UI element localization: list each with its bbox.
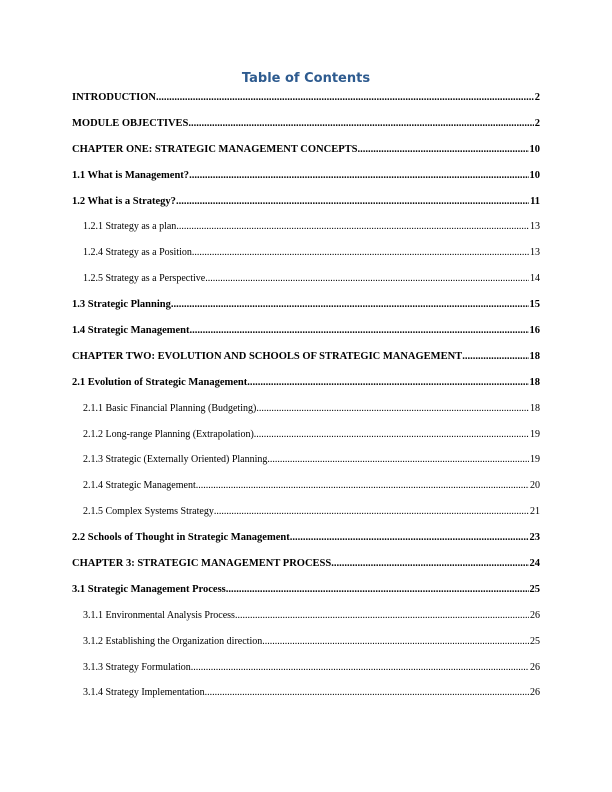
toc-entry-page-number: 2 — [534, 117, 540, 129]
toc-entry-page-number: 19 — [530, 428, 540, 440]
dot-leader — [190, 323, 529, 339]
toc-title: Table of Contents — [241, 71, 371, 86]
toc-entry[interactable] — [72, 116, 540, 142]
dot-leader — [290, 530, 529, 546]
toc-entry[interactable] — [72, 556, 540, 582]
toc-entry-text: 3.1.1 Environmental Analysis Process — [83, 609, 235, 621]
toc-entry-page-number: 23 — [529, 532, 540, 544]
toc-entry[interactable] — [72, 297, 540, 323]
toc-entry-text: CHAPTER TWO: EVOLUTION AND SCHOOLS OF STRATEGIC MANAGEMENT — [72, 350, 463, 362]
toc-entry-text: CHAPTER 3: STRATEGIC MANAGEMENT PROCESS — [72, 558, 332, 570]
toc-entry[interactable] — [72, 168, 540, 194]
dot-leader — [205, 271, 529, 287]
toc-entry-page-number: 16 — [529, 325, 540, 337]
toc-entry[interactable] — [72, 685, 540, 711]
dot-leader — [247, 375, 528, 391]
toc-entry[interactable] — [72, 582, 540, 608]
toc-entry-page-number: 21 — [530, 506, 540, 518]
toc-entry-text: 1.2.1 Strategy as a plan — [83, 221, 177, 233]
dot-leader — [176, 194, 529, 210]
toc-entry-text: 1.3 Strategic Planning — [72, 299, 171, 311]
dot-leader — [188, 116, 533, 132]
toc-entry[interactable] — [72, 349, 540, 375]
dot-leader — [205, 685, 529, 701]
toc-entry-text: 2.1.4 Strategic Management — [83, 480, 196, 492]
dot-leader — [156, 90, 534, 106]
toc-entry-text: 3.1.2 Establishing the Organization direction — [83, 635, 263, 647]
toc-entry-text: 2.1.5 Complex Systems Strategy — [83, 506, 214, 518]
dot-leader — [331, 556, 528, 572]
toc-entry-page-number: 10 — [529, 143, 540, 155]
toc-entry-text: 2.1.2 Long-range Planning (Extrapolation) — [83, 428, 254, 440]
toc-entry-page-number: 13 — [530, 247, 540, 259]
dot-leader — [462, 349, 528, 365]
toc-entry-text: 3.1.4 Strategy Implementation — [83, 687, 205, 699]
toc-entry-page-number: 10 — [529, 169, 540, 181]
toc-entry[interactable] — [72, 219, 540, 245]
dot-leader — [254, 427, 529, 443]
toc-entry-page-number: 13 — [530, 221, 540, 233]
toc-entry-text: MODULE OBJECTIVES — [72, 117, 189, 129]
toc-entry[interactable] — [72, 323, 540, 349]
toc-entry-text: INTRODUCTION — [72, 92, 157, 103]
dot-leader — [191, 660, 529, 676]
toc-entry-page-number: 2 — [534, 92, 540, 103]
toc-entry[interactable] — [72, 478, 540, 504]
toc-entry-page-number: 26 — [530, 609, 540, 621]
toc-entry-page-number: 18 — [529, 350, 540, 362]
dot-leader — [235, 608, 529, 624]
toc-entry-text: 2.1.1 Basic Financial Planning (Budgeting) — [83, 402, 257, 414]
toc-entry-page-number: 18 — [529, 376, 540, 388]
toc-entry[interactable] — [72, 452, 540, 478]
toc-entry-page-number: 15 — [529, 299, 540, 311]
toc-entry-page-number: 18 — [530, 402, 540, 414]
toc-entry-page-number: 20 — [530, 480, 540, 492]
toc-entry-page-number: 25 — [529, 583, 540, 595]
toc-entry-text: CHAPTER ONE: STRATEGIC MANAGEMENT CONCEPTS — [72, 143, 358, 155]
toc-entry-text: 2.1 Evolution of Strategic Management — [72, 376, 248, 388]
dot-leader — [267, 452, 529, 468]
dot-leader — [214, 504, 529, 520]
toc-entry-text: 1.2.4 Strategy as a Position — [83, 247, 192, 259]
toc-entry[interactable] — [72, 245, 540, 271]
toc-entry-text: 2.2 Schools of Thought in Strategic Management — [72, 532, 290, 544]
toc-entry-text: 1.4 Strategic Management — [72, 325, 190, 337]
dot-leader — [176, 219, 529, 235]
toc-entry[interactable] — [72, 375, 540, 401]
toc-entry-page-number: 24 — [529, 558, 540, 570]
dot-leader — [192, 245, 529, 261]
toc-entry-text: 1.2 What is a Strategy? — [72, 195, 176, 207]
toc-entry-page-number: 14 — [530, 273, 540, 285]
toc-entry[interactable] — [72, 271, 540, 297]
toc-entry-page-number: 25 — [530, 635, 540, 647]
dot-leader — [262, 634, 529, 650]
dot-leader — [226, 582, 529, 598]
toc-entry[interactable] — [72, 530, 540, 556]
toc-entry-page-number: 19 — [530, 454, 540, 466]
dot-leader — [256, 401, 529, 417]
toc-entry-page-number: 26 — [530, 661, 540, 673]
dot-leader — [189, 168, 528, 184]
toc-entry-text: 3.1 Strategic Management Process — [72, 583, 226, 595]
toc-entry[interactable] — [72, 401, 540, 427]
toc-entry[interactable] — [72, 634, 540, 660]
toc-entry[interactable] — [72, 142, 540, 168]
toc-entry-text: 3.1.3 Strategy Formulation — [83, 661, 191, 673]
dot-leader — [171, 297, 529, 313]
dot-leader — [357, 142, 528, 158]
toc-entry[interactable] — [72, 427, 540, 453]
toc-entry[interactable] — [72, 660, 540, 686]
toc-entry[interactable] — [72, 90, 540, 116]
toc-entry[interactable] — [72, 194, 540, 220]
toc-entry-text: 1.2.5 Strategy as a Perspective — [83, 273, 206, 285]
toc-list — [72, 90, 540, 711]
toc-entry-page-number: 11 — [530, 195, 540, 207]
toc-entry[interactable] — [72, 608, 540, 634]
toc-entry[interactable] — [72, 504, 540, 530]
toc-entry-text: 1.1 What is Management? — [72, 169, 190, 181]
dot-leader — [196, 478, 529, 494]
toc-entry-text: 2.1.3 Strategic (Externally Oriented) Planning — [83, 454, 268, 466]
toc-entry-page-number: 26 — [530, 687, 540, 699]
